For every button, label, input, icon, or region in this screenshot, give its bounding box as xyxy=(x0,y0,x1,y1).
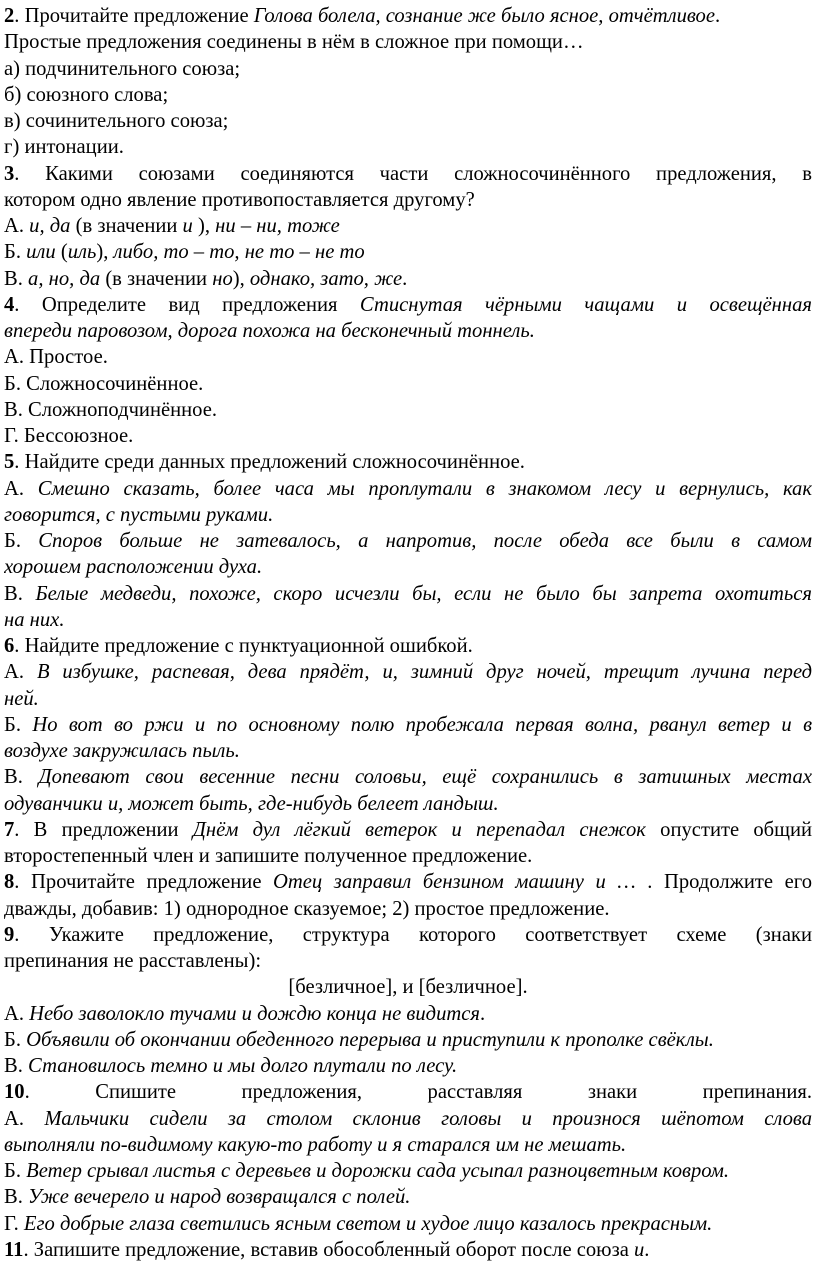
text-run: (в значении xyxy=(70,215,183,237)
example-text: воздухе закружилась пыль. xyxy=(4,740,240,762)
question-number: 10 xyxy=(4,1081,25,1104)
question-7 xyxy=(4,817,812,870)
text-run: . xyxy=(715,5,721,27)
text-run: опустите общий xyxy=(645,818,812,841)
question-3 xyxy=(4,161,812,292)
answer-option xyxy=(4,581,812,634)
answer-option xyxy=(4,712,812,765)
question-number: 11 xyxy=(4,1238,24,1261)
example-text: выполняли по-видимому какую-то работу и я старался им не мешать. xyxy=(4,1133,627,1156)
option-line xyxy=(4,712,812,738)
example-text: хорошем расположении духа. xyxy=(4,556,263,579)
answer-option xyxy=(4,82,812,108)
example-text: Его добрые глаза светились ясным светом и худое лицо казалось прекрасным. xyxy=(23,1212,713,1235)
text-run: В. Сложноподчинённое. xyxy=(4,398,217,421)
option-line xyxy=(4,476,812,502)
answer-option xyxy=(4,476,812,529)
option-line xyxy=(4,1158,812,1184)
answer-option xyxy=(4,371,812,397)
question-number: 6 xyxy=(4,635,15,657)
text-run: . xyxy=(402,267,408,290)
example-text: Отец заправил бензином машину и … xyxy=(273,871,636,894)
question-text-line xyxy=(4,843,812,869)
example-text: Становилось темно и мы долго плутали по лесу. xyxy=(28,1055,458,1077)
answer-option xyxy=(4,134,812,160)
text-run: В. xyxy=(4,1055,29,1077)
example-text: Смешно сказать, более часа мы проплутали в знакомом лесу и вернулись, как xyxy=(37,477,812,500)
answer-option xyxy=(4,1106,812,1159)
question-text-line xyxy=(4,948,812,974)
text-run: . Какими союзами соединяются части сложносочинённого предложения, в xyxy=(14,162,812,185)
text-run: Простые предложения соединены в нём в сложное при помощи… xyxy=(4,31,584,54)
question-8 xyxy=(4,869,812,922)
answer-option xyxy=(4,1001,812,1027)
answer-option xyxy=(4,213,812,239)
text-run: Г. Бессоюзное. xyxy=(4,425,134,447)
question-text-line xyxy=(4,817,812,843)
question-9 xyxy=(4,922,812,1080)
option-line xyxy=(4,371,812,397)
example-text: и, да xyxy=(29,215,71,237)
example-text: впереди паровозом, дорога похожа на бесконечный тоннель. xyxy=(4,320,535,342)
question-10 xyxy=(4,1079,812,1237)
text-run: в) сочинительного союза; xyxy=(4,110,229,132)
text-run: . Определите вид предложения xyxy=(14,293,360,316)
option-line xyxy=(4,581,812,607)
question-number: 2 xyxy=(4,5,15,27)
text-run: А. Простое. xyxy=(4,346,108,369)
answer-option xyxy=(4,423,812,449)
option-line xyxy=(4,686,812,712)
example-text: Но вот во ржи и по основному полю пробежала первая волна, рванул ветер и в xyxy=(32,713,812,736)
answer-option xyxy=(4,1053,812,1079)
text-run: котором одно явление противопоставляется другому? xyxy=(4,188,475,211)
example-text: а, но, да xyxy=(28,267,101,290)
answer-option xyxy=(4,344,812,370)
text-run: ), xyxy=(232,267,250,290)
text-run: А. xyxy=(4,661,37,684)
example-text: однако, зато, же xyxy=(249,267,403,290)
option-line xyxy=(4,528,812,554)
example-text: или xyxy=(26,241,56,264)
text-run: . Запишите предложение, вставив обособленный оборот после союза xyxy=(23,1238,634,1261)
question-text-line xyxy=(4,292,812,318)
example-text: Споров больше не затевалось, а напротив, после обеда все были в самом xyxy=(38,530,812,552)
text-run: дважды, добавив: 1) однородное сказуемое; 2) простое предложение. xyxy=(4,897,610,920)
example-text: одуванчики и, может быть, где-нибудь белеет ландыш. xyxy=(4,792,499,815)
question-text-line xyxy=(4,869,812,895)
example-text: на них. xyxy=(4,608,65,631)
example-text: ни – ни, тоже xyxy=(215,215,340,237)
text-run: В. xyxy=(4,766,39,789)
text-run: Б. xyxy=(4,1160,27,1182)
option-line xyxy=(4,791,812,817)
question-number: 7 xyxy=(4,818,15,841)
question-text-line xyxy=(4,922,812,948)
text-run: второстепенный член и запишите полученное предложение. xyxy=(4,845,533,867)
text-run: . Найдите предложение с пунктуационной ошибкой. xyxy=(14,635,473,657)
text-run: а) подчинительного союза; xyxy=(4,57,241,80)
question-text-line xyxy=(4,1237,812,1263)
text-run: . Прочитайте предложение xyxy=(14,5,254,27)
option-line xyxy=(4,82,812,108)
question-5 xyxy=(4,449,812,633)
example-text: либо, то – то, не то – не то xyxy=(113,241,365,264)
example-text: но xyxy=(212,267,233,290)
example-text: Голова болела, сознание же было ясное, отчётливое xyxy=(253,5,715,27)
answer-option xyxy=(4,266,812,292)
answer-option xyxy=(4,239,812,265)
text-run: б) союзного слова; xyxy=(4,83,169,106)
text-run: . xyxy=(479,1002,486,1025)
question-text-line xyxy=(4,3,812,29)
text-run: Б. xyxy=(4,530,39,552)
example-text: говорится, с пустыми руками. xyxy=(4,503,274,526)
text-run: В. xyxy=(4,267,29,290)
question-6 xyxy=(4,633,812,817)
example-text: и xyxy=(634,1238,645,1261)
text-run: . Спишите предложения, расставляя знаки препинания. xyxy=(24,1081,812,1104)
question-number: 5 xyxy=(4,451,15,474)
example-text: Мальчики сидели за столом склонив головы и произнося шёпотом слова xyxy=(44,1107,812,1130)
option-line xyxy=(4,1184,812,1210)
text-run: В. xyxy=(4,1186,29,1209)
text-run: Б. xyxy=(4,713,33,736)
answer-option xyxy=(4,108,812,134)
question-text-line xyxy=(4,1079,812,1105)
example-text: Небо заволокло тучами и дождю конца не видится xyxy=(29,1002,480,1025)
question-2 xyxy=(4,3,812,161)
text-run: (в значении xyxy=(100,267,213,290)
answer-option xyxy=(4,528,812,581)
question-text-line xyxy=(4,29,812,55)
scheme-line: [безличное], и [безличное]. xyxy=(288,976,528,999)
text-run: . Найдите среди данных предложений сложносочинённое. xyxy=(14,451,525,474)
example-text: Стиснутая чёрными чащами и освещённая xyxy=(359,293,812,316)
question-number: 8 xyxy=(4,871,15,894)
text-run: ), xyxy=(96,241,114,264)
text-run: препинания не расставлены): xyxy=(4,950,262,972)
answer-option xyxy=(4,1158,812,1184)
text-run: . В предложении xyxy=(14,818,193,841)
option-line xyxy=(4,1211,812,1237)
option-line xyxy=(4,108,812,134)
option-line xyxy=(4,607,812,633)
option-line xyxy=(4,1132,812,1158)
text-run: . Укажите предложение, структура которого соответствует схеме (знаки xyxy=(14,923,812,946)
option-line xyxy=(4,1053,812,1079)
text-run: ), xyxy=(192,215,216,237)
answer-option xyxy=(4,764,812,817)
question-number: 3 xyxy=(4,162,15,185)
example-text: Белые медведи, похоже, скоро исчезли бы, если не было бы запрета охотиться xyxy=(35,582,812,605)
question-4 xyxy=(4,292,812,450)
option-line xyxy=(4,502,812,528)
option-line xyxy=(4,239,812,265)
example-text: Уже вечерело и народ возвращался с полей. xyxy=(28,1186,411,1209)
example-text: ней. xyxy=(4,687,39,710)
text-run: А. xyxy=(4,1107,45,1130)
example-text: Объявили об окончании обеденного перерыва и приступили к прополке свёклы. xyxy=(26,1028,714,1051)
question-text-line xyxy=(4,187,812,213)
example-text: В избушке, распевая, дева прядёт, и, зимний друг ночей, трещит лучина перед xyxy=(36,661,812,684)
option-line xyxy=(4,134,812,160)
question-number: 9 xyxy=(4,923,15,946)
question-number: 4 xyxy=(4,293,15,316)
question-text-line xyxy=(4,318,812,344)
option-line xyxy=(4,659,812,685)
answer-option xyxy=(4,659,812,712)
option-line xyxy=(4,266,812,292)
text-run: Г. xyxy=(4,1212,24,1235)
question-text-line xyxy=(4,449,812,475)
text-run: А. xyxy=(4,1002,30,1025)
answer-option xyxy=(4,56,812,82)
example-text: Допевают свои весенние песни соловьи, ещё сохранились в затишных местах xyxy=(38,766,812,789)
text-run: . xyxy=(644,1238,650,1261)
text-run: г) интонации. xyxy=(4,136,124,159)
option-line xyxy=(4,1106,812,1132)
option-line xyxy=(4,56,812,82)
option-line xyxy=(4,1027,812,1053)
text-run: А. xyxy=(4,477,38,500)
answer-option xyxy=(4,1027,812,1053)
option-line xyxy=(4,554,812,580)
text-run: Б. xyxy=(4,241,27,264)
option-line xyxy=(4,423,812,449)
answer-option xyxy=(4,1211,812,1237)
text-run: ( xyxy=(55,241,68,264)
question-text-line xyxy=(4,633,812,659)
example-text: Ветер срывал листья с деревьев и дорожки сада усыпал разноцветным ковром. xyxy=(26,1160,730,1182)
text-run: А. xyxy=(4,215,30,237)
question-text-line xyxy=(4,161,812,187)
question-11 xyxy=(4,1237,812,1263)
answer-option xyxy=(4,1184,812,1210)
example-text: Днём дул лёгкий ветерок и перепадал снежок xyxy=(192,818,646,841)
option-line xyxy=(4,344,812,370)
text-run: . Продолжите его xyxy=(635,871,812,894)
answer-option xyxy=(4,397,812,423)
option-line xyxy=(4,764,812,790)
option-line xyxy=(4,738,812,764)
option-line xyxy=(4,397,812,423)
text-run: Б. xyxy=(4,1028,27,1051)
question-text-line xyxy=(4,896,812,922)
example-text: и xyxy=(182,215,193,237)
option-line xyxy=(4,1001,812,1027)
text-run: . Прочитайте предложение xyxy=(14,871,274,894)
option-line xyxy=(4,213,812,239)
text-run: Б. Сложносочинённое. xyxy=(4,372,204,395)
text-run: В. xyxy=(4,582,36,605)
example-text: иль xyxy=(67,241,97,264)
